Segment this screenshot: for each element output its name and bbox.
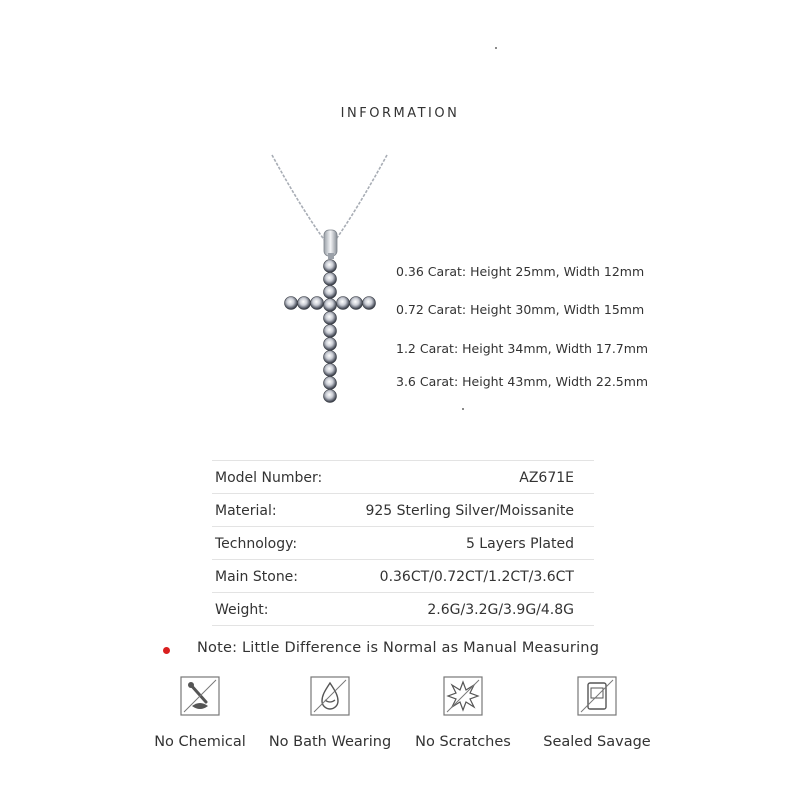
row-value: 925 Sterling Silver/Moissanite <box>365 503 574 519</box>
note-text: Note: Little Difference is Normal as Manual Measuring <box>197 640 600 656</box>
row-key: Weight: <box>215 602 269 618</box>
sealed-storage-icon <box>577 676 617 716</box>
bullet-dot-icon <box>163 647 170 654</box>
care-label: Sealed Savage <box>543 734 651 750</box>
row-key: Technology: <box>215 536 298 552</box>
spec-line: 0.36 Carat: Height 25mm, Width 12mm <box>396 264 645 279</box>
row-key: Model Number: <box>215 470 323 486</box>
no-scratches-icon <box>443 676 483 716</box>
care-label: No Chemical <box>154 734 246 750</box>
no-chemical-icon <box>180 676 220 716</box>
table-row <box>212 460 594 493</box>
cross-pendant-image <box>262 150 392 410</box>
care-item-no-chemical <box>135 676 265 750</box>
care-item-sealed-storage <box>532 676 662 750</box>
row-key: Material: <box>215 503 277 519</box>
care-label: No Bath Wearing <box>268 734 392 750</box>
spec-line: 3.6 Carat: Height 43mm, Width 22.5mm <box>396 374 649 389</box>
table-row <box>212 526 594 559</box>
row-key: Main Stone: <box>215 569 299 585</box>
table-row <box>212 493 594 526</box>
care-item-no-scratches <box>398 676 528 750</box>
care-label: No Scratches <box>415 734 511 750</box>
product-info-table <box>212 460 594 626</box>
page-title: INFORMATION <box>340 106 460 121</box>
row-value: 0.36CT/0.72CT/1.2CT/3.6CT <box>379 569 574 585</box>
row-value: 2.6G/3.2G/3.9G/4.8G <box>427 602 574 618</box>
spec-line: 1.2 Carat: Height 34mm, Width 17.7mm <box>396 341 649 356</box>
spec-line: 0.72 Carat: Height 30mm, Width 15mm <box>396 302 645 317</box>
speck-bottom <box>462 408 464 410</box>
speck-top <box>495 47 497 49</box>
row-value: 5 Layers Plated <box>465 536 574 552</box>
care-item-no-bath <box>265 676 395 750</box>
table-row <box>212 559 594 592</box>
no-bath-icon <box>310 676 350 716</box>
row-value: AZ671E <box>519 470 574 486</box>
table-row <box>212 592 594 626</box>
